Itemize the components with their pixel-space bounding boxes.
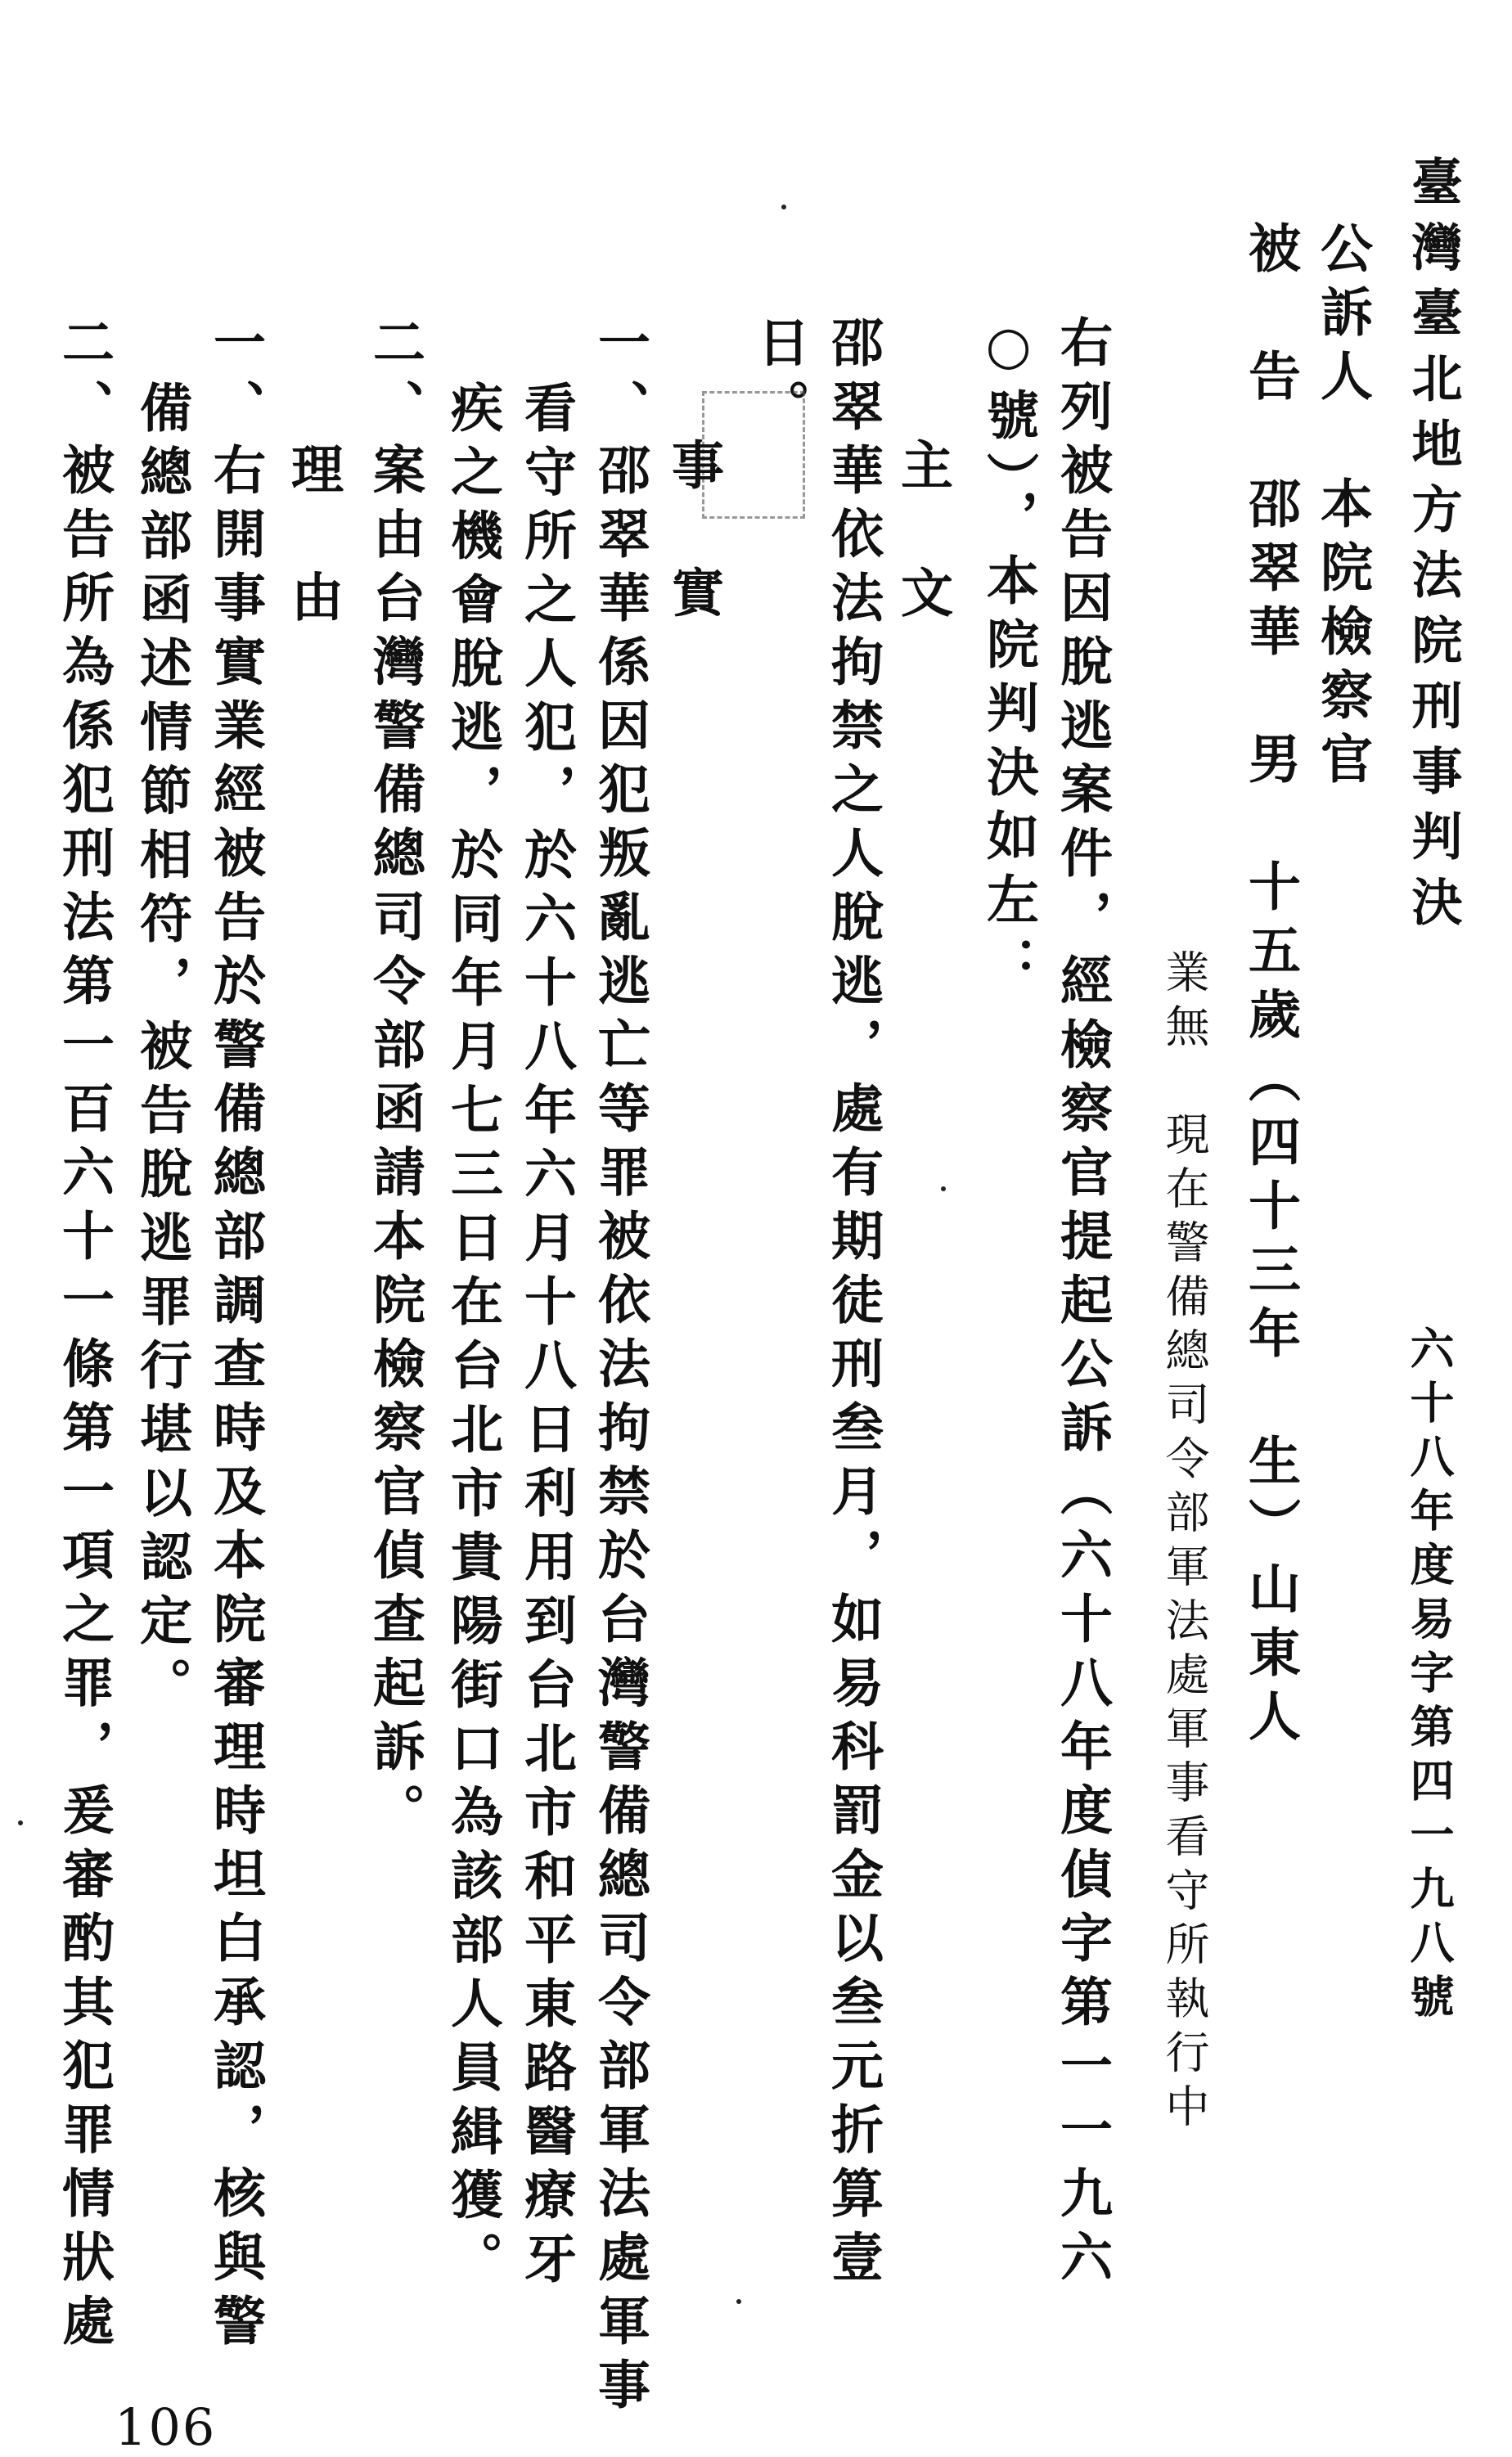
intro-line-2: ○號），本院判決如左：: [978, 315, 1039, 1000]
main-heading: 主 文: [892, 438, 953, 629]
scan-speck: [941, 1186, 946, 1191]
main-line-2: 日。: [749, 315, 810, 443]
scan-speck: [736, 2299, 741, 2304]
defendant-line-1: 被 告 邵翠華 男 十五歲（四十三年 生）山東人: [1240, 221, 1301, 1753]
prosecutor-line: 公訴人 本院檢察官: [1312, 221, 1373, 795]
facts-heading: 事 實: [663, 438, 724, 629]
case-number: 六十八年度易字第四一九八號: [1403, 1325, 1456, 2027]
fact-2: 二、案由台灣警備總司令部函請本院檢察官偵查起訴。: [364, 315, 425, 1847]
reason-heading: 理 由: [282, 442, 344, 633]
scan-speck: [18, 1820, 23, 1825]
intro-line-1: 右列被告因脫逃案件，經檢察官提起公訴（六十八年度偵字第一一九六: [1051, 315, 1113, 2293]
fact-1-line-b: 看守所之人犯，於六十八年六月十八日利用到台北市和平東路醫療牙: [515, 380, 577, 2295]
fact-1-line-c: 疾之機會脫逃，於同年月七三日在台北市貴陽街口為該部人員緝獲。: [442, 380, 503, 2295]
page-number: 106: [115, 2397, 217, 2457]
main-line-1: 邵翠華依法拘禁之人脫逃，處有期徒刑叁月，如易科罰金以叁元折算壹: [822, 315, 884, 2293]
reason-1-line-b: 備總部函述情節相符，被告脫逃罪行堪以認定。: [131, 380, 192, 1721]
fact-1-line-a: 一、邵翠華係因犯叛亂逃亡等罪被依法拘禁於台灣警備總司令部軍法處軍事: [589, 315, 650, 2421]
reason-2: 二、被告所為係犯刑法第一百六十一條第一項之罪，爰審酌其犯罪情狀處: [53, 315, 115, 2357]
scan-speck: [781, 205, 786, 209]
defendant-line-2: 業無 現在警備總司令部軍法處軍事看守所執行中: [1159, 949, 1210, 2137]
court-title: 臺灣臺北地方法院刑事判決: [1403, 155, 1463, 941]
reason-1-line-a: 一、右開事實業經被告於警備總部調查時及本院審理時坦白承認，核與警: [205, 315, 266, 2357]
